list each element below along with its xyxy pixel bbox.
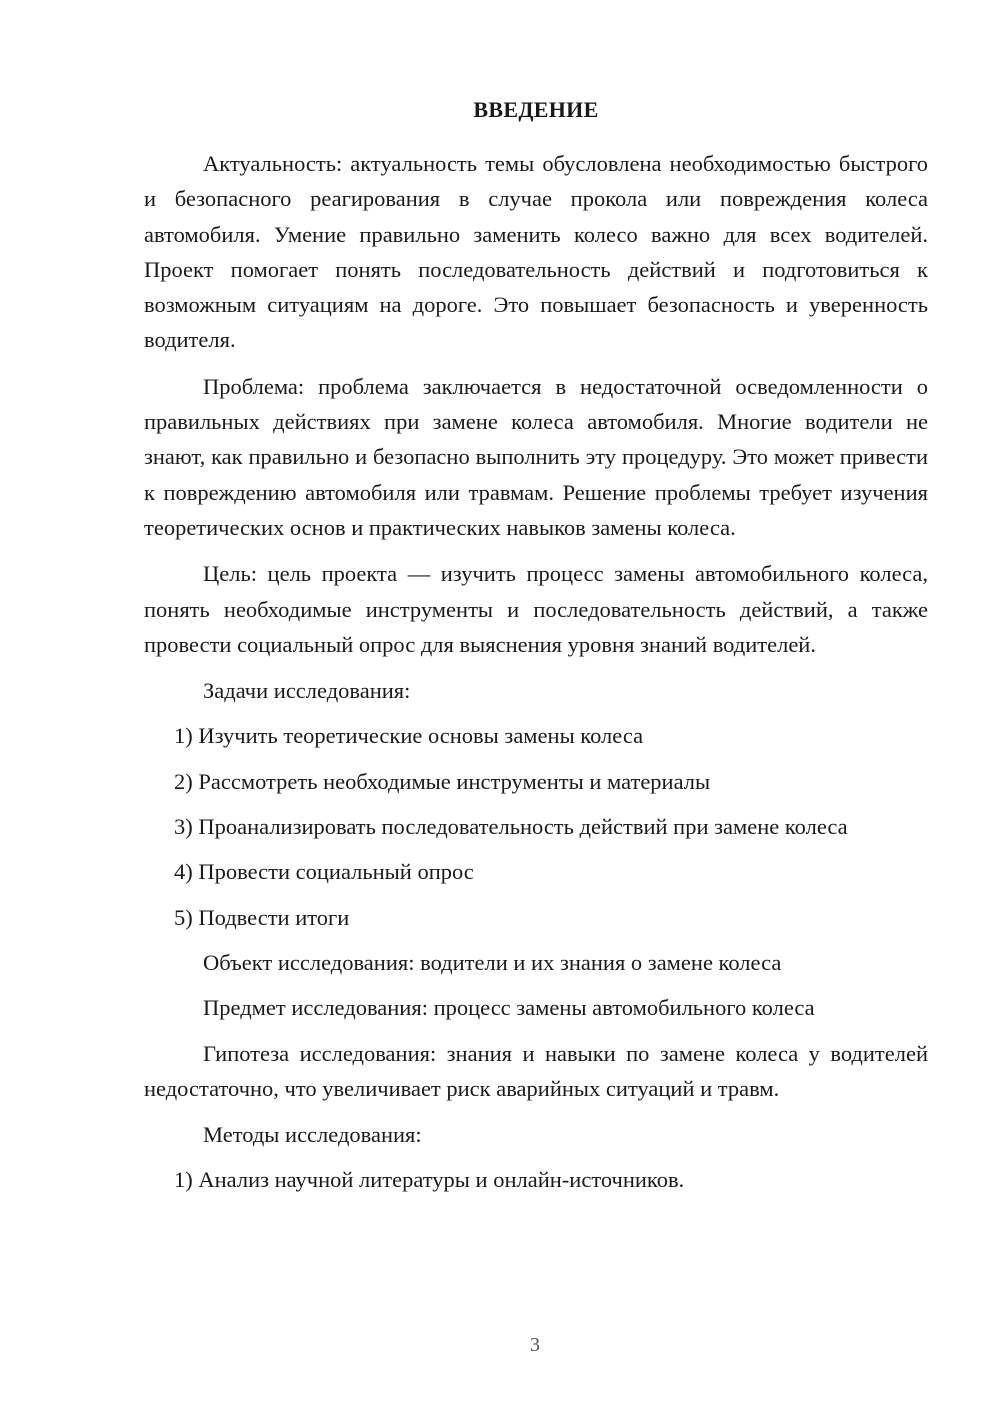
document-page [144, 96, 928, 1208]
object-paragraph: Объект исследования: водители и их знания о замене колеса [203, 949, 782, 975]
methods-list [144, 1162, 928, 1197]
page-number: 3 [530, 1334, 540, 1356]
task-item: 5) Подвести итоги [174, 904, 350, 930]
goal-paragraph: Цель: цель проекта — изучить процесс замены автомобильного колеса, понять необходимые инструменты и последовательность действий, а также провести социальный опрос для выяснения уровня знаний водителей. [144, 561, 928, 657]
subject-paragraph: Предмет исследования: процесс замены автомобильного колеса [203, 995, 815, 1021]
tasks-title: Задачи исследования: [203, 678, 411, 704]
relevance-paragraph: Актуальность: актуальность темы обусловлена необходимостью быстрого и безопасного реагирования в случае прокола или повреждения колеса автомобиля. Умение правильно заменить колесо важно для всех водителей. Проект помогает понять последовательность действий и подготовиться к возможным ситуациям на дороге. Это повышает безопасность и уверенность водителя. [144, 151, 928, 353]
method-item: 1) Анализ научной литературы и онлайн-источников. [174, 1167, 685, 1193]
hypothesis-paragraph: Гипотеза исследования: знания и навыки по замене колеса у водителей недостаточно, что увеличивает риск аварийных ситуаций и травм. [144, 1040, 928, 1101]
problem-paragraph: Проблема: проблема заключается в недостаточной осведомленности о правильных действиях при замене колеса автомобиля. Многие водители не знают, как правильно и безопасно выполнить эту процедуру. Это может привести к повреждению автомобиля или травмам. Решение проблемы требует изучения теоретических основ и практических навыков замены колеса. [144, 373, 928, 540]
task-item: 4) Провести социальный опрос [174, 859, 474, 885]
section-heading: ВВЕДЕНИЕ [473, 97, 599, 122]
task-item: 3) Проанализировать последовательность действий при замене колеса [174, 814, 848, 840]
tasks-list [144, 718, 928, 934]
task-item: 2) Рассмотреть необходимые инструменты и материалы [174, 768, 711, 794]
task-item: 1) Изучить теоретические основы замены колеса [174, 723, 644, 749]
methods-title: Методы исследования: [203, 1122, 422, 1148]
